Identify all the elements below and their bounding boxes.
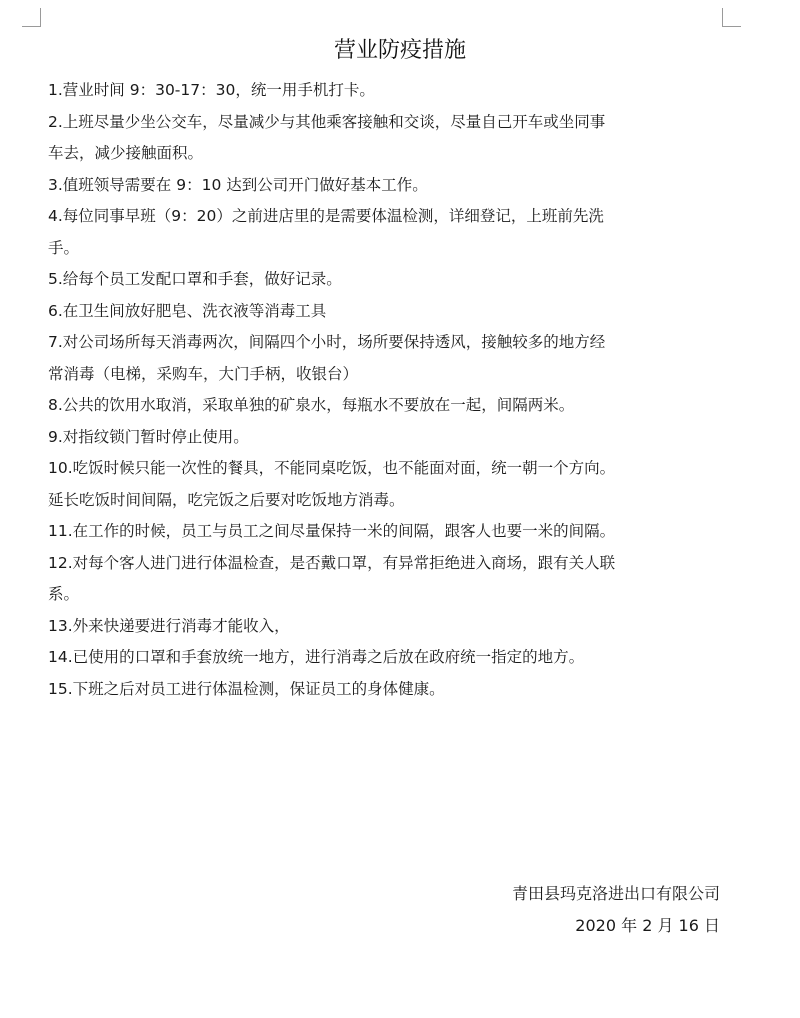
body-line: 常消毒（电梯，采购车，大门手柄，收银台）: [48, 364, 359, 383]
document-date: 2020 年 2 月 16 日: [575, 916, 720, 935]
body-line: 10.吃饭时候只能一次性的餐具，不能同桌吃饭，也不能面对面，统一朝一个方向。: [48, 459, 616, 477]
body-line: 手。: [48, 238, 80, 257]
document-title: 营业防疫措施: [333, 38, 466, 63]
body-line: 14.已使用的口罩和手套放统一地方，进行消毒之后放在政府统一指定的地方。: [48, 648, 585, 666]
document-body: [48, 75, 738, 705]
body-line: 8.公共的饮用水取消，采取单独的矿泉水，每瓶水不要放在一起，间隔两米。: [48, 396, 575, 414]
body-line: 9.对指纹锁门暂时停止使用。: [48, 427, 249, 446]
body-line: 延长吃饭时间间隔，吃完饭之后要对吃饭地方消毒。: [48, 490, 405, 509]
page-corner-mark-top-left: [22, 8, 41, 27]
page-corner-mark-top-right: [722, 8, 741, 27]
body-line: 12.对每个客人进门进行体温检查，是否戴口罩，有异常拒绝进入商场，跟有关人联: [48, 553, 616, 572]
body-line: 系。: [48, 585, 80, 603]
body-line: 15.下班之后对员工进行体温检测，保证员工的身体健康。: [48, 679, 445, 698]
body-line: 2.上班尽量少坐公交车，尽量减少与其他乘客接触和交谈，尽量自己开车或坐同事: [48, 112, 606, 131]
body-line: 7.对公司场所每天消毒两次，间隔四个小时，场所要保持透风，接触较多的地方经: [48, 333, 606, 351]
company-name: 青田县玛克洛进出口有限公司: [511, 884, 720, 903]
signature-block: [512, 878, 720, 942]
body-line: 4.每位同事早班（9：20）之前进店里的是需要体温检测，详细登记，上班前先洗: [48, 207, 604, 225]
body-line: 3.值班领导需要在 9：10 达到公司开门做好基本工作。: [48, 175, 428, 194]
body-line: 11.在工作的时候，员工与员工之间尽量保持一米的间隔，跟客人也要一米的间隔。: [48, 522, 616, 540]
body-line: 6.在卫生间放好肥皂、洗衣液等消毒工具: [48, 301, 327, 320]
body-line: 1.营业时间 9：30-17：30，统一用手机打卡。: [48, 81, 375, 99]
body-line: 5.给每个员工发配口罩和手套，做好记录。: [48, 270, 342, 288]
body-line: 车去，减少接触面积。: [48, 144, 204, 162]
body-line: 13.外来快递要进行消毒才能收入，: [48, 616, 290, 635]
